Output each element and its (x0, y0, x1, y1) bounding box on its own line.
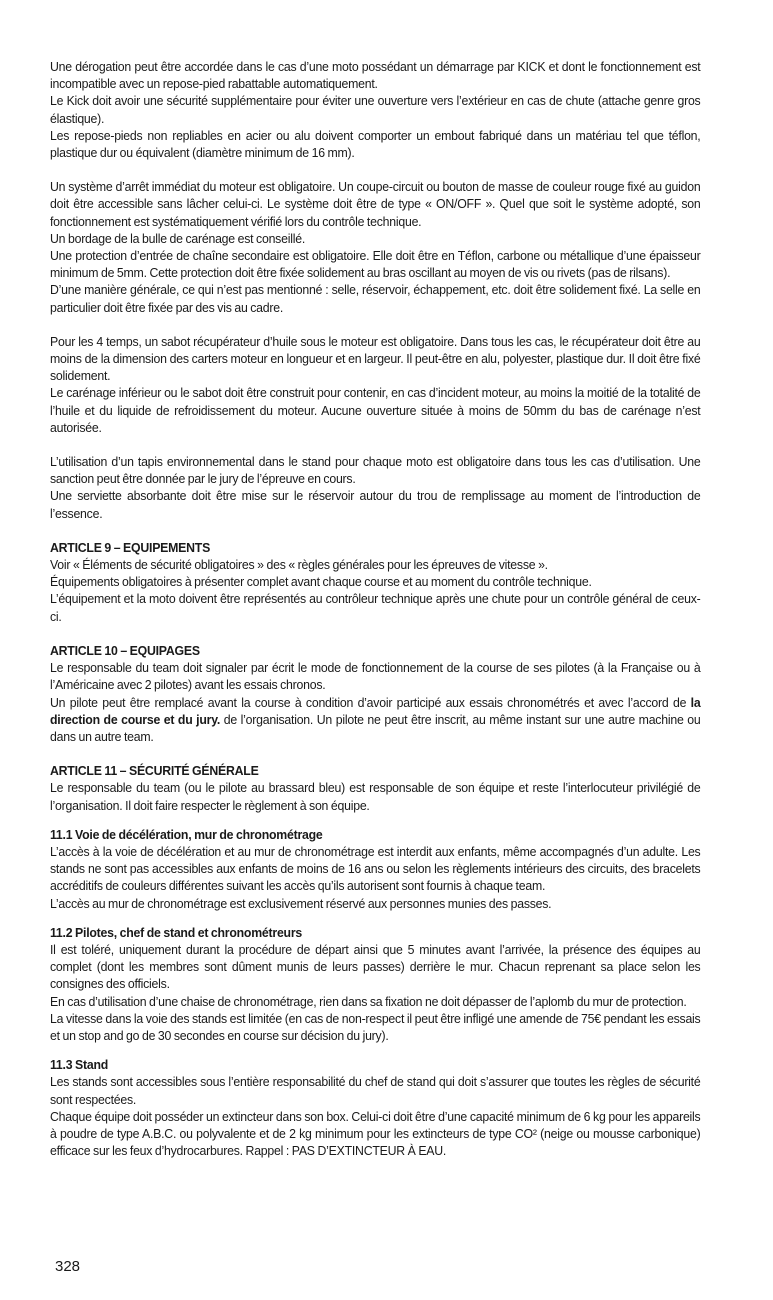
paragraph-gap (50, 436, 700, 453)
paragraph: Une protection d’entrée de chaîne secondaire est obligatoire. Elle doit être en Téflon, carbone ou métallique d’une épaisseur minimum de 5mm. Cette protection doit être fixée solidement au bras oscillant au moyen de vis ou rivets (pas de rilsans). (50, 248, 701, 281)
paragraph: Un bordage de la bulle de carénage est conseillé. (50, 230, 306, 246)
section-11-2-title: 11.2 Pilotes, chef de stand et chronométreurs (50, 924, 303, 940)
paragraph: L’équipement et la moto doivent être représentés au contrôleur technique après une chute pour un contrôle général de ceux-ci. (50, 591, 701, 624)
paragraph: Équipements obligatoires à présenter complet avant chaque course et au moment du contrôle technique. (50, 574, 592, 590)
paragraph: Voir « Éléments de sécurité obligatoires » des « règles générales pour les épreuves de vitesse ». (50, 557, 548, 573)
paragraph: Le carénage inférieur ou le sabot doit être construit pour contenir, en cas d’incident moteur, au moins la moitié de la totalité de l’huile et du liquide de refroidissement du moteur. Aucune ouverture située à moins de 50mm du bas de carénage n’est autorisée. (50, 385, 701, 435)
bold-text-run: la direction de course et du jury. (50, 694, 701, 727)
article-11-title: ARTICLE 11 – SÉCURITÉ GÉNÉRALE (50, 763, 259, 779)
paragraph: En cas d’utilisation d’une chaise de chronométrage, rien dans sa fixation ne doit dépasser de l’aplomb du mur de protection. (50, 993, 687, 1009)
page-content (50, 58, 700, 1159)
page-number: 328 (55, 1258, 81, 1275)
paragraph-gap (50, 522, 700, 539)
paragraph-gap (50, 1044, 700, 1056)
section-11-3-title: 11.3 Stand (50, 1057, 109, 1073)
text-run: de l’organisation. Un pilote ne peut être inscrit, au même instant sur une autre machine ou dans un autre team. (50, 711, 701, 744)
paragraph: Chaque équipe doit posséder un extincteur dans son box. Celui-ci doit être d’une capacité minimum de 6 kg pour les appareils à poudre de type A.B.C. ou polyvalente et de 2 kg minimum pour les extincteurs de type CO² (neige ou mousse carbonique) efficace sur les feux d’hydrocarbures. Rappel : PAS D’EXTINCTEUR À EAU. (50, 1108, 701, 1159)
article-10-title: ARTICLE 10 – EQUIPAGES (50, 642, 200, 658)
paragraph: Il est toléré, uniquement durant la procédure de départ ainsi que 5 minutes avant l’arrivée, la présence des équipes au complet (dont les membres sont dûment munis de leurs passes) derrière le mur. Chacun reprenant sa place selon les consignes des officiels. (50, 941, 701, 992)
paragraph-gap (50, 625, 700, 642)
paragraph: Le responsable du team (ou le pilote au brassard bleu) est responsable de son équipe et reste l’interlocuteur privilégié de l’organisation. Il doit faire respecter le règlement à son équipe. (50, 780, 701, 813)
section-11-1-title: 11.1 Voie de décélération, mur de chronométrage (50, 826, 323, 842)
paragraph: Une serviette absorbante doit être mise sur le réservoir autour du trou de remplissage au moment de l’introduction de l’essence. (50, 488, 701, 521)
paragraph: Les repose-pieds non repliables en acier ou alu doivent comporter un embout fabriqué dans un matériau tel que téflon, plastique dur ou équivalent (diamètre minimum de 16 mm). (50, 127, 701, 161)
paragraph-gap (50, 316, 700, 333)
paragraph: L’accès à la voie de décélération et au mur de chronométrage est interdit aux enfants, même accompagnés d’un adulte. Les stands ne sont pas accessibles aux enfants de moins de 16 ans ou selon les règlements intérieurs des circuits, des bracelets accréditifs de couleurs différentes suivant les accès qu’ils autorisent sont fournis à chaque team. (50, 843, 701, 894)
paragraph: D’une manière générale, ce qui n’est pas mentionné : selle, réservoir, échappement, etc. doit être solidement fixé. La selle en particulier doit être fixée par des vis au cadre. (50, 282, 701, 315)
text-run: Un pilote peut être remplacé avant la course à condition d’avoir participé aux essais chronométrés et avec l’accord de (50, 694, 691, 710)
paragraph: Le responsable du team doit signaler par écrit le mode de fonctionnement de la course de ses pilotes (à la Française ou à l’Américaine avec 2 pilotes) avant les essais chronos. (50, 660, 701, 693)
paragraph-gap (50, 161, 700, 178)
paragraph: Une dérogation peut être accordée dans le cas d’une moto possédant un démarrage par KICK et dont le fonctionnement est incompatible avec un repose-pied rabattable automatiquement. (50, 59, 701, 92)
paragraph-gap (50, 814, 700, 826)
paragraph: Un système d’arrêt immédiat du moteur est obligatoire. Un coupe-circuit ou bouton de masse de couleur rouge fixé au guidon doit être accessible sans lâcher celui-ci. Le système doit être de type « ON/OFF ». Quel que soit le système adopté, son fonctionnement est systématiquement vérifié lors du contrôle technique. (50, 179, 701, 229)
paragraph: Les stands sont accessibles sous l’entière responsabilité du chef de stand qui doit s’assurer que toutes les règles de sécurité sont respectées. (50, 1074, 701, 1107)
paragraph: Le Kick doit avoir une sécurité supplémentaire pour éviter une ouverture vers l’extérieur en cas de chute (attache genre gros élastique). (50, 93, 701, 126)
paragraph-gap (50, 912, 700, 924)
paragraph: L’utilisation d’un tapis environnemental dans le stand pour chaque moto est obligatoire dans tous les cas d’utilisation. Une sanction peut être donnée par le jury de l’épreuve en cours. (50, 454, 701, 487)
paragraph: La vitesse dans la voie des stands est limitée (en cas de non-respect il peut être infligé une amende de 75€ pendant les essais et un stop and go de 30 secondes en course sur décision du jury). (50, 1010, 701, 1043)
paragraph-gap (50, 745, 700, 762)
paragraph (50, 694, 700, 746)
paragraph: Pour les 4 temps, un sabot récupérateur d’huile sous le moteur est obligatoire. Dans tous les cas, le récupérateur doit être au moins de la dimension des carters moteur en longueur et en largeur. Il peut-être en alu, polyester, plastique dur. Il doit être fixé solidement. (50, 333, 701, 384)
article-9-title: ARTICLE 9 – EQUIPEMENTS (50, 539, 211, 555)
paragraph: L’accès au mur de chronométrage est exclusivement réservé aux personnes munies des passes. (50, 895, 552, 911)
